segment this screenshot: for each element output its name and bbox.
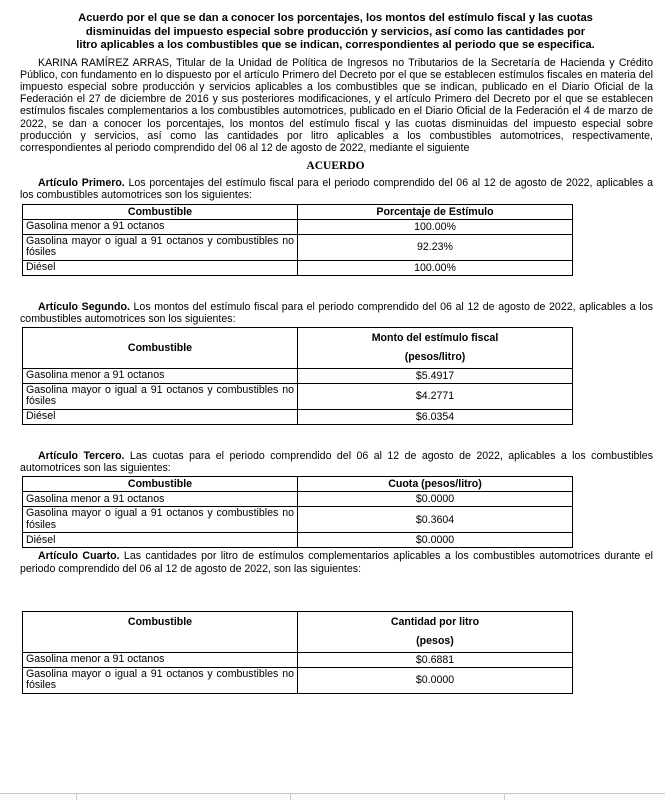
column-header-amount-line1: Monto del estímulo fiscal (371, 331, 499, 344)
article-third (20, 450, 653, 474)
article-second-text: Los montos del estímulo fiscal para el periodo comprendido del 06 al 12 de agosto de 2022, aplicables a los combustibles automotrices son los siguientes: (20, 300, 653, 325)
fuel-cell: Gasolina mayor o igual a 91 octanos y combustibles no fósiles (23, 234, 298, 260)
value-cell: $0.0000 (298, 533, 573, 548)
column-header-amount (298, 327, 573, 368)
table-header-row (23, 477, 573, 492)
column-header-quantity (298, 611, 573, 652)
fuel-cell: Diésel (23, 409, 298, 424)
table-row (23, 368, 573, 383)
value-cell: $6.0354 (298, 409, 573, 424)
column-header-quantity-line2: (pesos) (416, 634, 454, 647)
value-cell: $0.0000 (298, 667, 573, 693)
column-header-amount-line2: (pesos/litro) (404, 350, 466, 363)
table-row (23, 234, 573, 260)
article-third-text: Las cuotas para el periodo comprendido del 06 al 12 de agosto de 2022, aplicables a los combustibles automotrices son las siguientes: (20, 449, 653, 475)
table-header-row (23, 327, 573, 368)
intro-paragraph (20, 57, 653, 155)
bottom-bar-divider (76, 794, 77, 800)
value-cell: $4.2771 (298, 383, 573, 409)
column-header-fuel: Combustible (23, 611, 298, 652)
value-cell: $5.4917 (298, 368, 573, 383)
table-complementary (22, 611, 573, 694)
value-cell: $0.6881 (298, 652, 573, 667)
column-header-quota: Cuota (pesos/litro) (298, 477, 573, 492)
fuel-cell: Diésel (23, 260, 298, 275)
table-amounts (22, 327, 573, 425)
table-percentages (22, 204, 573, 276)
bottom-bar-divider (504, 794, 505, 800)
article-first-heading: Artículo Primero. (38, 177, 125, 190)
article-fourth-heading: Artículo Cuarto. (38, 550, 120, 563)
table-row (23, 219, 573, 234)
bottom-bar-divider (290, 794, 291, 800)
table-row (23, 652, 573, 667)
fuel-cell: Gasolina menor a 91 octanos (23, 219, 298, 234)
article-fourth (20, 550, 653, 574)
table-row (23, 409, 573, 424)
fuel-cell: Gasolina menor a 91 octanos (23, 492, 298, 507)
table-row (23, 507, 573, 533)
article-second-heading: Artículo Segundo. (38, 300, 130, 313)
cut-off-heading (16, 0, 655, 8)
document-title: Acuerdo por el que se dan a conocer los porcentajes, los montos del estímulo fiscal y las cuotas disminuidas del impuesto especial sobre producción y servicios, así como las cantidades por litro aplicables a los combustibles que se indican, correspondientes al periodo que se especifica. (76, 12, 595, 51)
value-cell: $0.3604 (298, 507, 573, 533)
column-header-percentage: Porcentaje de Estímulo (298, 204, 573, 219)
column-header-fuel: Combustible (23, 327, 298, 368)
table-quotas (22, 476, 573, 548)
table-row (23, 492, 573, 507)
fuel-cell: Gasolina mayor o igual a 91 octanos y combustibles no fósiles (23, 667, 298, 693)
table-row (23, 260, 573, 275)
value-cell: $0.0000 (298, 492, 573, 507)
fuel-cell: Diésel (23, 533, 298, 548)
fuel-cell: Gasolina menor a 91 octanos (23, 652, 298, 667)
column-header-fuel: Combustible (23, 477, 298, 492)
value-cell: 100.00% (298, 260, 573, 275)
fuel-cell: Gasolina mayor o igual a 91 octanos y combustibles no fósiles (23, 383, 298, 409)
table-row (23, 667, 573, 693)
table-header-row (23, 204, 573, 219)
table-row (23, 383, 573, 409)
fuel-cell: Gasolina menor a 91 octanos (23, 368, 298, 383)
intro-text: KARINA RAMÍREZ ARRAS, Titular de la Unidad de Política de Ingresos no Tributarios de la Secretaría de Hacienda y Crédito Público, con fundamento en lo dispuesto por el artículo Primero del Decreto por el que se establecen estímulos fiscales en materia del impuesto especial sobre producción y servicios aplicables a los combustibles que se indican, publicado en el Diario Oficial de la Federación el 27 de diciembre de 2016 y sus posteriores modificaciones, y el artículo Primero del Decreto por el que se establecen estímulos fiscales complementarios a los combustibles automotrices, publicado en el Diario Oficial de la Federación el 4 de marzo de 2022, se dan a conocer los porcentajes, los montos del estímulo fiscal y las cuotas disminuidas del impuesto especial sobre producción y servicios, así como las cantidades por litro aplicables a los combustibles automotrices, respectivamente, correspondientes al periodo comprendido del 06 al 12 de agosto de 2022, mediante el siguiente (20, 56, 653, 154)
article-first-text: Los porcentajes del estímulo fiscal para el periodo comprendido del 06 al 12 de agosto de 2022, aplicables a los combustibles automotrices son los siguientes: (20, 177, 653, 202)
article-fourth-text: Las cantidades por litro de estímulos complementarios aplicables a los combustibles automotrices durante el periodo comprendido del 06 al 12 de agosto de 2022, son las siguientes: (20, 550, 653, 575)
page-bottom-bar (0, 793, 665, 800)
table-row (23, 533, 573, 548)
article-first (20, 177, 653, 201)
article-second (20, 301, 653, 325)
column-header-fuel: Combustible (23, 204, 298, 219)
acuerdo-heading: ACUERDO (306, 160, 365, 173)
value-cell: 100.00% (298, 219, 573, 234)
fuel-cell: Gasolina mayor o igual a 91 octanos y combustibles no fósiles (23, 507, 298, 533)
value-cell: 92.23% (298, 234, 573, 260)
table-header-row (23, 611, 573, 652)
column-header-quantity-line1: Cantidad por litro (390, 615, 480, 628)
article-third-heading: Artículo Tercero. (38, 449, 125, 462)
